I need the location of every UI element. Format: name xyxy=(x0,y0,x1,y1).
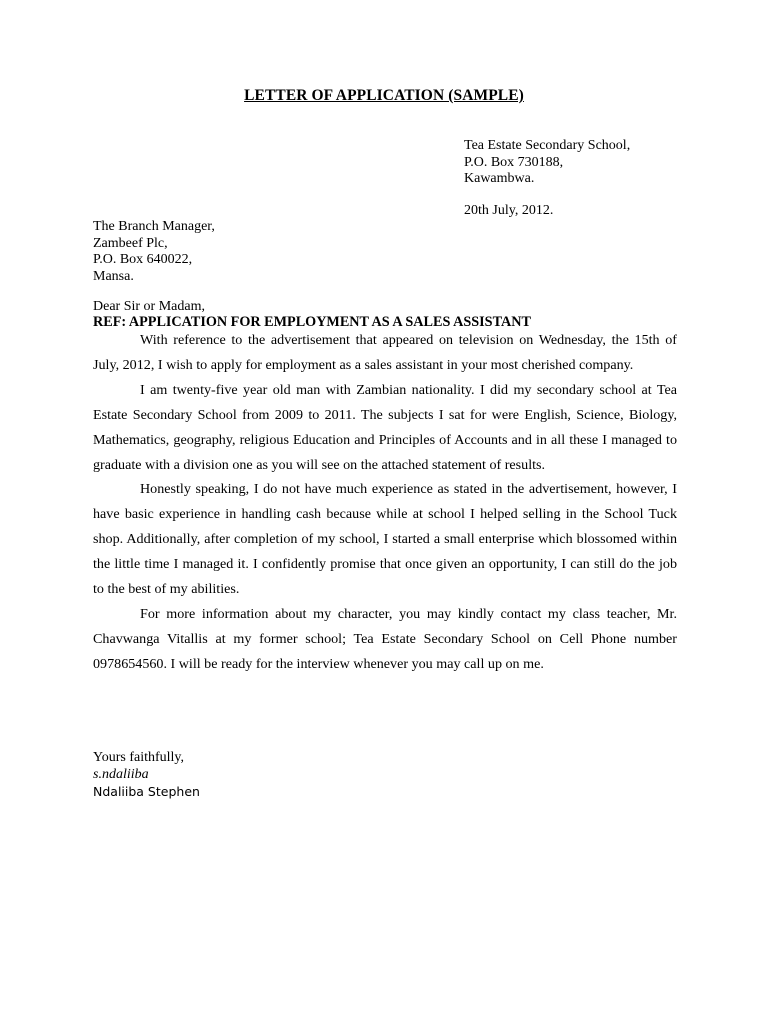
recipient-address xyxy=(93,219,215,285)
letter-date: 20th July, 2012. xyxy=(464,203,554,218)
body-paragraph: I am twenty-five year old man with Zambian nationality. I did my secondary school at Tea Estate Secondary School from 2009 to 2011. The subjects I sat for were English, Science, Biology, Mathematics, geography, religious Education and Principles of Accounts and in all these I managed to graduate with a division one as you will see on the attached statement of results. xyxy=(93,381,677,473)
reference-line: REF: APPLICATION FOR EMPLOYMENT AS A SALES ASSISTANT xyxy=(93,314,531,330)
sender-address xyxy=(464,138,630,188)
letter-body xyxy=(93,328,677,677)
body-paragraph: For more information about my character, you may kindly contact my class teacher, Mr. Chavwanga Vitallis at my former school; Tea Estate Secondary School on Cell Phone number 0978654560. I will be ready for the interview whenever you may call up on me. xyxy=(93,605,677,672)
recipient-address-line: Zambeef Plc, xyxy=(93,235,168,251)
recipient-address-line: Mansa. xyxy=(93,268,134,284)
salutation: Dear Sir or Madam, xyxy=(93,299,205,314)
recipient-address-line: P.O. Box 640022, xyxy=(93,252,193,267)
signature: s.ndaliiba xyxy=(93,767,149,782)
body-paragraph: With reference to the advertisement that appeared on television on Wednesday, the 15th of July, 2012, I wish to apply for employment as a sales assistant in your most cherished company. xyxy=(93,332,677,373)
recipient-address-line: The Branch Manager, xyxy=(93,219,215,234)
sender-address-line: Kawambwa. xyxy=(464,171,535,186)
letter-title: LETTER OF APPLICATION (SAMPLE) xyxy=(244,87,524,104)
body-paragraph: Honestly speaking, I do not have much experience as stated in the advertisement, however, I have basic experience in handling cash because while at school I helped selling in the School Tuck shop. Additionally, after completion of my school, I started a small enterprise which blossomed within the little time I managed it. I confidently promise that once given an opportunity, I can still do the job to the best of my abilities. xyxy=(93,481,677,598)
sender-address-line: P.O. Box 730188, xyxy=(464,154,564,170)
sender-address-line: Tea Estate Secondary School, xyxy=(464,138,631,153)
printed-name: Ndaliiba Stephen xyxy=(93,784,200,799)
closing-block xyxy=(93,749,200,800)
closing-phrase: Yours faithfully, xyxy=(93,750,185,765)
